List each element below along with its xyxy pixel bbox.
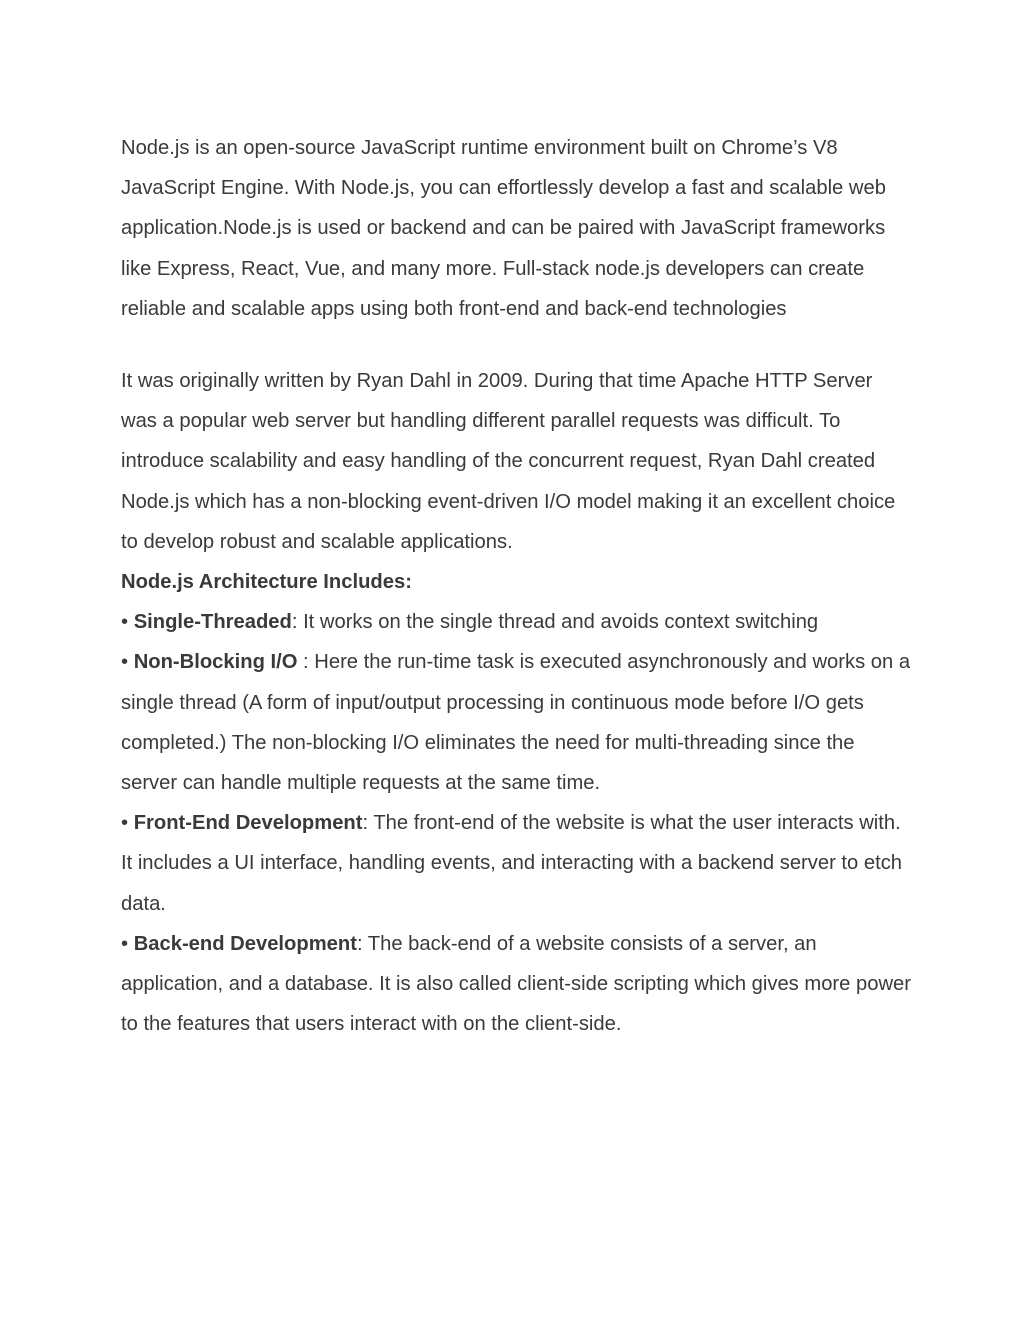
document-page	[121, 128, 911, 1044]
intro-paragraph: Node.js is an open-source JavaScript runtime environment built on Chrome’s V8 JavaScript Engine. With Node.js, you can effortlessly develop a fast and scalable web application.Node.js is used or backend and can be paired with JavaScript frameworks like Express, React, Vue, and many more. Full-stack node.js developers can create reliable and scalable apps using both front-end and back-end technologies	[121, 137, 886, 320]
bullet-term: Back-end Development	[133, 932, 357, 955]
bullet-text: : It works on the single thread and avoids context switching	[291, 611, 819, 634]
bullet-text: : The back-end of a website consists of a server, an application, and a database. It is also called client-side scripting which gives more power to the features that users interact with on the client-side.	[121, 932, 911, 1036]
bullet-text: : Here the run-time task is executed asynchronously and works on a single thread (A form of input/output processing in continuous mode before I/O gets completed.) The non-blocking I/O eliminates the need for multi-threading since the server can handle multiple requests at the same time.	[121, 651, 911, 795]
bullet-term: Single-Threaded	[133, 611, 292, 634]
bullet-marker: •	[121, 651, 134, 674]
bullet-item-non-blocking-io	[121, 642, 911, 803]
history-paragraph: It was originally written by Ryan Dahl in 2009. During that time Apache HTTP Server was a popular web server but handling different parallel requests was difficult. To introduce scalability and easy handling of the concurrent request, Ryan Dahl created Node.js which has a non-blocking event-driven I/O model making it an excellent choice to develop robust and scalable applications.	[121, 370, 896, 553]
architecture-heading: Node.js Architecture Includes:	[121, 571, 412, 594]
bullet-text: : The front-end of the website is what the user interacts with. It includes a UI interface, handling events, and interacting with a backend server to etch data.	[121, 812, 903, 915]
bullet-marker: •	[121, 611, 134, 634]
bullet-term: Front-End Development	[133, 812, 363, 835]
bullet-term: Non-Blocking I/O	[133, 651, 298, 674]
bullet-item-back-end-development	[121, 924, 911, 1045]
bullet-item-front-end-development	[121, 803, 911, 924]
bullet-marker: •	[121, 932, 134, 955]
bullet-marker: •	[121, 812, 134, 835]
bullet-item-single-threaded	[121, 602, 911, 642]
